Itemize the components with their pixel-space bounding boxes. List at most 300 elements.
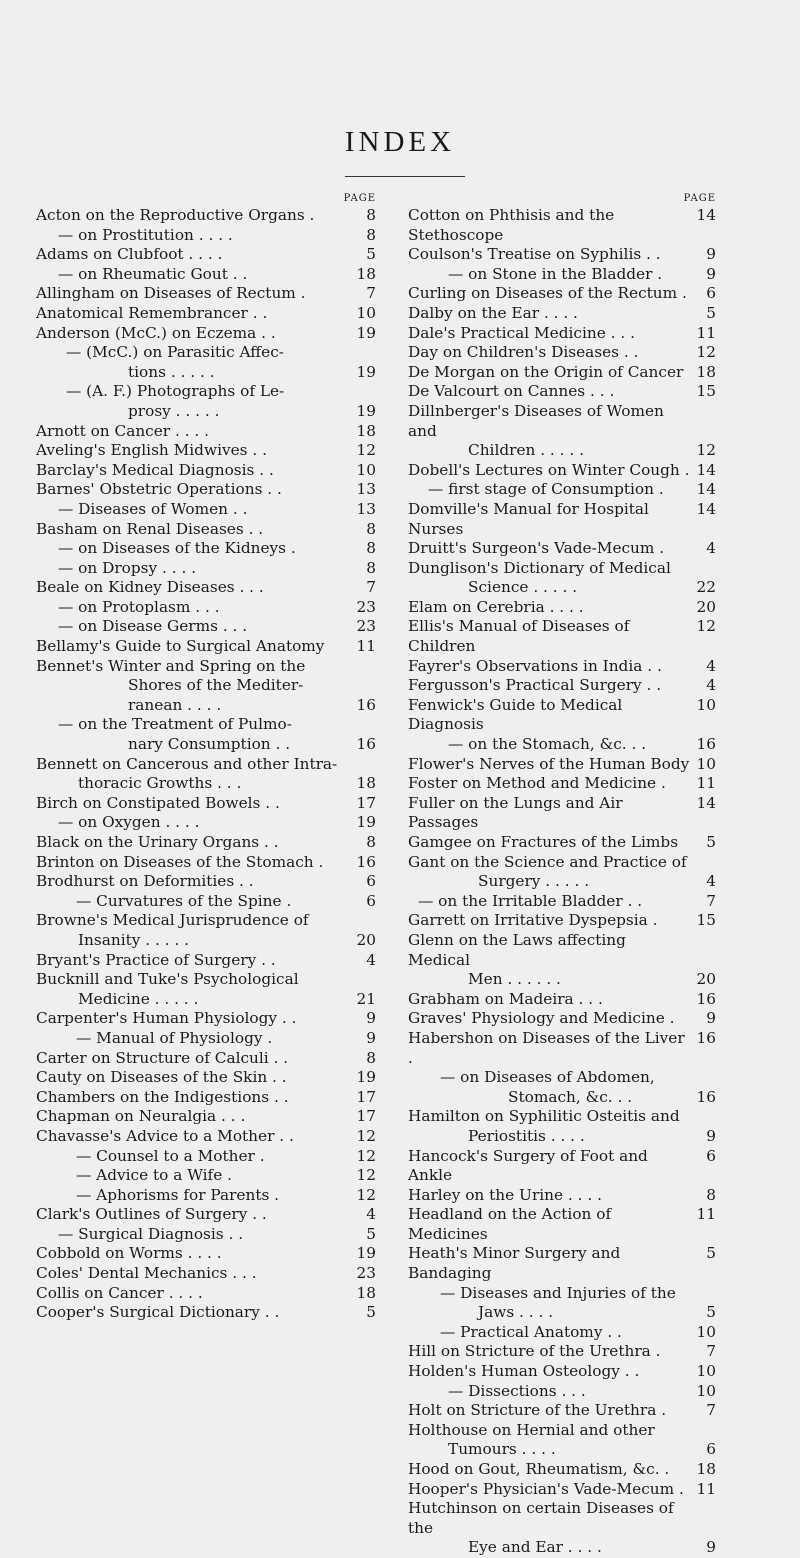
entry-title: Graves' Physiology and Medicine . — [408, 1009, 675, 1028]
index-entry — [408, 872, 716, 892]
entry-page-number: 12 — [696, 617, 716, 636]
index-column-right — [408, 192, 716, 1558]
entry-title: Browne's Medical Jurisprudence of — [36, 911, 309, 930]
entry-title: — on the Treatment of Pulmo- — [58, 715, 292, 734]
entry-title: — on Diseases of Abdomen, — [440, 1068, 655, 1087]
entry-page-number: 4 — [706, 539, 716, 558]
entry-page-number: 16 — [356, 735, 376, 754]
entry-title: Cobbold on Worms . . . . — [36, 1244, 222, 1263]
index-entry — [36, 676, 376, 696]
entry-title: Chapman on Neuralgia . . . — [36, 1107, 246, 1126]
entry-title: Clark's Outlines of Surgery . . — [36, 1205, 267, 1224]
entry-title: Garrett on Irritative Dyspepsia . — [408, 911, 658, 930]
entry-title: — on Protoplasm . . . — [58, 597, 220, 616]
entry-title: Science . . . . . — [468, 578, 578, 597]
index-entry — [408, 1107, 716, 1127]
index-entry — [408, 1499, 716, 1538]
entry-title: Harley on the Urine . . . . — [408, 1185, 602, 1204]
entry-title: De Valcourt on Cannes . . . — [408, 382, 615, 401]
entry-title: Hill on Stricture of the Urethra . — [408, 1342, 661, 1361]
entry-title: Day on Children's Diseases . . — [408, 343, 639, 362]
index-entry — [36, 1009, 376, 1029]
index-entry — [408, 461, 716, 481]
entry-title: Periostitis . . . . — [468, 1126, 585, 1145]
entry-title: Bryant's Practice of Surgery . . — [36, 950, 276, 969]
entry-page-number: 6 — [706, 284, 716, 303]
entry-title: Medicine . . . . . — [78, 989, 199, 1008]
entry-page-number: 17 — [356, 793, 376, 812]
entry-title: — on Dropsy . . . . — [58, 558, 197, 577]
entry-title: Jaws . . . . — [478, 1303, 554, 1322]
entry-page-number: 19 — [356, 813, 376, 832]
entry-page-number: 12 — [696, 343, 716, 362]
entry-title: Habershon on Diseases of the Liver . — [408, 1028, 685, 1067]
index-entry — [408, 1205, 716, 1244]
entry-page-number: 9 — [366, 1028, 376, 1047]
entry-title: Fayrer's Observations in India . . — [408, 656, 662, 675]
index-entry — [408, 617, 716, 656]
entry-title: Anderson (McC.) on Eczema . . — [36, 323, 276, 342]
index-entry — [408, 657, 716, 677]
entry-title: Coulson's Treatise on Syphilis . . — [408, 245, 661, 264]
index-entry — [36, 892, 376, 912]
entry-page-number: 12 — [356, 1166, 376, 1185]
entry-title: Arnott on Cancer . . . . — [36, 421, 210, 440]
entry-page-number: 7 — [366, 578, 376, 597]
index-entry — [36, 1107, 376, 1127]
index-entry — [36, 1264, 376, 1284]
entry-title: Beale on Kidney Diseases . . . — [36, 578, 264, 597]
entry-title: prosy . . . . . — [128, 401, 220, 420]
index-entry — [408, 1401, 716, 1421]
entry-page-number: 19 — [356, 362, 376, 381]
entry-page-number: 18 — [356, 774, 376, 793]
index-entry — [36, 441, 376, 461]
page-column-header: PAGE — [343, 193, 376, 204]
entry-title: Holt on Stricture of the Urethra . — [408, 1401, 667, 1420]
entry-title: Fenwick's Guide to Medical Diagnosis — [408, 695, 623, 734]
entry-page-number: 9 — [706, 1126, 716, 1145]
entry-page-number: 8 — [366, 539, 376, 558]
index-entry — [408, 892, 716, 912]
entry-title: Hutchinson on certain Diseases of the — [408, 1499, 674, 1537]
entry-title: Bucknill and Tuke's Psychological — [36, 970, 299, 989]
entry-title: — on Stone in the Bladder . — [448, 264, 663, 283]
entry-title: Eye and Ear . . . . — [468, 1538, 602, 1557]
entry-title: Anatomical Remembrancer . . — [36, 303, 268, 322]
index-entry — [36, 324, 376, 344]
entry-page-number: 16 — [696, 1028, 716, 1047]
entry-page-number: 18 — [696, 362, 716, 381]
index-entry — [36, 833, 376, 853]
index-entry — [36, 617, 376, 637]
entry-title: Birch on Constipated Bowels . . — [36, 793, 280, 812]
entry-page-number: 8 — [706, 1185, 716, 1204]
index-entry — [408, 539, 716, 559]
entry-page-number: 16 — [696, 735, 716, 754]
index-entry — [408, 402, 716, 441]
index-entry — [36, 1147, 376, 1167]
entry-title: Fuller on the Lungs and Air Passages — [408, 793, 623, 832]
index-entry — [36, 598, 376, 618]
entry-title: thoracic Growths . . . — [78, 774, 242, 793]
entry-page-number: 12 — [356, 1126, 376, 1145]
index-entry — [36, 1166, 376, 1186]
index-entry — [408, 559, 716, 579]
entry-page-number: 5 — [706, 833, 716, 851]
entry-title: — Diseases of Women . . — [58, 499, 248, 518]
index-entry — [36, 637, 376, 657]
index-entry — [408, 1127, 716, 1147]
index-entry — [408, 1147, 716, 1186]
entry-page-number: 8 — [366, 225, 376, 244]
index-entry — [36, 755, 376, 775]
entry-title: — (A. F.) Photographs of Le- — [66, 382, 285, 401]
index-entry — [36, 363, 376, 383]
index-entry — [36, 1049, 376, 1069]
index-entry — [408, 774, 716, 794]
entry-page-number: 14 — [696, 460, 716, 479]
index-entry — [408, 833, 716, 853]
index-entry — [36, 735, 376, 755]
entry-title: — (McC.) on Parasitic Affec- — [66, 343, 284, 362]
index-entry — [408, 1303, 716, 1323]
index-entry — [408, 304, 716, 324]
entry-page-number: 5 — [706, 1303, 716, 1322]
index-entry — [36, 578, 376, 598]
entry-page-number: 17 — [356, 1087, 376, 1106]
index-entry — [408, 480, 716, 500]
index-entry — [408, 676, 716, 696]
entry-title: — Diseases and Injuries of the — [440, 1283, 676, 1302]
entry-title: Stomach, &c. . . — [508, 1087, 633, 1106]
index-entry — [408, 1538, 716, 1558]
entry-page-number: 9 — [706, 264, 716, 283]
entry-page-number: 16 — [696, 989, 716, 1008]
entry-title: — Curvatures of the Spine . — [76, 891, 292, 910]
index-entry — [408, 382, 716, 402]
entry-page-number: 12 — [356, 1185, 376, 1204]
index-entry — [36, 911, 376, 931]
index-entry — [408, 1284, 716, 1304]
index-entry — [408, 343, 716, 363]
entry-title: — first stage of Consumption . — [428, 480, 664, 499]
index-entry — [36, 1127, 376, 1147]
entry-title: — Dissections . . . — [448, 1381, 586, 1400]
entry-title: Dale's Practical Medicine . . . — [408, 323, 635, 342]
page-column-header: PAGE — [683, 193, 716, 204]
entry-title: Hooper's Physician's Vade-Mecum . — [408, 1479, 684, 1498]
entry-page-number: 19 — [356, 1068, 376, 1087]
entry-title: Cotton on Phthisis and the Stethoscope — [408, 206, 615, 244]
entry-page-number: 9 — [706, 1009, 716, 1028]
entry-page-number: 6 — [706, 1440, 716, 1459]
entry-title: — on Oxygen . . . . — [58, 813, 200, 832]
entry-page-number: 16 — [356, 852, 376, 871]
index-entry — [36, 1284, 376, 1304]
entry-title: Shores of the Mediter- — [128, 676, 304, 695]
entry-title: — Counsel to a Mother . — [76, 1146, 265, 1165]
entry-title: Dillnberger's Diseases of Women and — [408, 401, 664, 440]
index-entry — [36, 245, 376, 265]
entry-page-number: 4 — [706, 656, 716, 675]
index-entry — [36, 402, 376, 422]
entry-page-number: 5 — [366, 1224, 376, 1243]
entry-page-number: 5 — [706, 303, 716, 322]
entry-page-number: 18 — [356, 1283, 376, 1302]
index-entry — [408, 1029, 716, 1068]
index-entry — [408, 598, 716, 618]
entry-page-number: 9 — [366, 1009, 376, 1028]
index-entry — [36, 1303, 376, 1323]
index-entry — [36, 794, 376, 814]
entry-title: — Manual of Physiology . — [76, 1028, 273, 1047]
entry-page-number: 18 — [696, 1460, 716, 1478]
index-entry — [408, 1009, 716, 1029]
index-entry — [408, 1421, 716, 1441]
entry-title: Bennett on Cancerous and other Intra- — [36, 754, 338, 773]
index-entry — [408, 1088, 716, 1108]
entry-title: — Advice to a Wife . — [76, 1166, 233, 1185]
index-entry — [36, 715, 376, 735]
entry-title: Foster on Method and Medicine . — [408, 774, 666, 793]
entry-title: — Practical Anatomy . . — [440, 1322, 622, 1341]
entry-page-number: 14 — [696, 480, 716, 499]
index-entry — [36, 696, 376, 716]
entry-title: Hancock's Surgery of Foot and Ankle — [408, 1146, 648, 1185]
index-entry — [36, 931, 376, 951]
entry-title: Holden's Human Osteology . . — [408, 1362, 640, 1381]
entry-title: Grabham on Madeira . . . — [408, 989, 603, 1008]
index-entry — [36, 1205, 376, 1225]
index-entry — [408, 500, 716, 539]
index-entry — [408, 1362, 716, 1382]
entry-page-number: 23 — [356, 597, 376, 616]
entry-title: De Morgan on the Origin of Cancer — [408, 362, 684, 381]
entry-title: Dunglison's Dictionary of Medical — [408, 558, 671, 577]
entry-title: Druitt's Surgeon's Vade-Mecum . — [408, 539, 665, 558]
entry-page-number: 4 — [706, 872, 716, 891]
index-entry — [36, 265, 376, 285]
entry-title: Dalby on the Ear . . . . — [408, 303, 578, 322]
index-entry — [36, 774, 376, 794]
entry-page-number: 14 — [696, 499, 716, 518]
entry-title: — on Diseases of the Kidneys . — [58, 539, 296, 558]
entry-page-number: 12 — [356, 441, 376, 460]
entry-title: Men . . . . . . — [468, 970, 561, 989]
entry-page-number: 21 — [356, 989, 376, 1008]
index-entry — [36, 853, 376, 873]
entry-page-number: 6 — [366, 872, 376, 891]
entry-title: Cauty on Diseases of the Skin . . — [36, 1068, 287, 1087]
entry-title: Brinton on Diseases of the Stomach . — [36, 852, 324, 871]
entry-list-left — [36, 206, 376, 1323]
entry-page-number: 13 — [356, 499, 376, 518]
index-entry — [36, 813, 376, 833]
entry-page-number: 8 — [366, 1048, 376, 1067]
index-entry — [408, 755, 716, 775]
entry-page-number: 6 — [706, 1146, 716, 1165]
entry-title: — on Prostitution . . . . — [58, 225, 233, 244]
entry-page-number: 20 — [696, 970, 716, 989]
entry-title: nary Consumption . . — [128, 735, 291, 754]
entry-title: Bennet's Winter and Spring on the — [36, 656, 306, 675]
index-entry — [408, 1068, 716, 1088]
index-entry — [36, 1088, 376, 1108]
index-entry — [36, 1225, 376, 1245]
index-entry — [36, 539, 376, 559]
index-entry — [408, 578, 716, 598]
entry-page-number: 7 — [706, 891, 716, 910]
entry-title: Chambers on the Indigestions . . — [36, 1087, 289, 1106]
entry-page-number: 11 — [696, 323, 716, 342]
index-column-left — [36, 192, 376, 1323]
entry-page-number: 12 — [356, 1146, 376, 1165]
entry-title: Barclay's Medical Diagnosis . . — [36, 460, 274, 479]
entry-title: Chavasse's Advice to a Mother . . — [36, 1126, 294, 1145]
entry-page-number: 7 — [706, 1401, 716, 1420]
entry-title: Aveling's English Midwives . . — [36, 441, 267, 460]
entry-page-number: 13 — [356, 480, 376, 499]
entry-title: Bellamy's Guide to Surgical Anatomy — [36, 637, 325, 656]
entry-title: Headland on the Action of Medicines — [408, 1205, 612, 1243]
index-entry — [408, 794, 716, 833]
index-entry — [36, 500, 376, 520]
entry-page-number: 11 — [356, 637, 376, 656]
entry-page-number: 4 — [366, 950, 376, 969]
index-entry — [408, 911, 716, 931]
entry-title: Holthouse on Hernial and other — [408, 1420, 655, 1439]
entry-title: Curling on Diseases of the Rectum . — [408, 284, 687, 303]
entry-title: Domville's Manual for Hospital Nurses — [408, 499, 649, 538]
entry-page-number: 8 — [366, 206, 376, 224]
entry-page-number: 17 — [356, 1107, 376, 1126]
entry-page-number: 9 — [706, 245, 716, 264]
index-entry — [408, 1460, 716, 1480]
entry-title: Ellis's Manual of Diseases of Children — [408, 617, 630, 656]
entry-title: Allingham on Diseases of Rectum . — [36, 284, 306, 303]
entry-title: — Aphorisms for Parents . — [76, 1185, 280, 1204]
index-entry — [408, 324, 716, 344]
entry-page-number: 20 — [696, 597, 716, 616]
entry-title: — on Rheumatic Gout . . — [58, 264, 248, 283]
entry-title: Elam on Cerebria . . . . — [408, 597, 584, 616]
index-entry — [408, 265, 716, 285]
entry-title: ranean . . . . — [128, 695, 222, 714]
entry-page-number: 16 — [696, 1087, 716, 1106]
entry-page-number: 5 — [706, 1244, 716, 1263]
entry-page-number: 10 — [696, 1362, 716, 1381]
entry-page-number: 19 — [356, 323, 376, 342]
entry-title: Fergusson's Practical Surgery . . — [408, 676, 662, 695]
entry-page-number: 10 — [696, 1322, 716, 1341]
index-entry — [408, 970, 716, 990]
entry-page-number: 8 — [366, 558, 376, 577]
index-entry — [36, 520, 376, 540]
entry-page-number: 14 — [696, 793, 716, 812]
entry-page-number: 10 — [696, 695, 716, 714]
entry-title: Brodhurst on Deformities . . — [36, 872, 254, 891]
entry-page-number: 11 — [696, 1479, 716, 1498]
entry-page-number: 5 — [366, 1303, 376, 1322]
entry-title: Surgery . . . . . — [478, 872, 590, 891]
index-entry — [36, 480, 376, 500]
index-entry — [36, 657, 376, 677]
entry-title: Cooper's Surgical Dictionary . . — [36, 1303, 280, 1322]
index-entry — [36, 970, 376, 990]
entry-page-number: 22 — [696, 578, 716, 597]
entry-page-number: 7 — [366, 284, 376, 303]
index-entry — [408, 1323, 716, 1343]
index-entry — [408, 931, 716, 970]
index-entry — [408, 1186, 716, 1206]
index-entry — [408, 206, 716, 245]
entry-page-number: 7 — [706, 1342, 716, 1361]
entry-page-number: 23 — [356, 1264, 376, 1283]
entry-title: Children . . . . . — [468, 441, 584, 460]
entry-page-number: 4 — [366, 1205, 376, 1224]
entry-title: Acton on the Reproductive Organs . — [36, 206, 315, 224]
entry-title: — Surgical Diagnosis . . — [58, 1224, 244, 1243]
entry-title: Collis on Cancer . . . . — [36, 1283, 203, 1302]
index-entry — [408, 363, 716, 383]
index-entry — [408, 1480, 716, 1500]
index-entry — [408, 284, 716, 304]
entry-page-number: 10 — [356, 460, 376, 479]
index-entry — [36, 1068, 376, 1088]
index-entry — [408, 1440, 716, 1460]
entry-page-number: 15 — [696, 382, 716, 401]
index-entry — [408, 1382, 716, 1402]
index-entry — [408, 853, 716, 873]
entry-title: Heath's Minor Surgery and Bandaging — [408, 1244, 621, 1283]
entry-title: Insanity . . . . . — [78, 930, 190, 949]
entry-page-number: 12 — [696, 441, 716, 460]
title-rule — [345, 176, 465, 177]
entry-title: Barnes' Obstetric Operations . . — [36, 480, 282, 499]
entry-title: Basham on Renal Diseases . . — [36, 519, 264, 538]
entry-page-number: 10 — [356, 303, 376, 322]
index-entry — [36, 1029, 376, 1049]
index-entry — [408, 1342, 716, 1362]
entry-title: — on Disease Germs . . . — [58, 617, 248, 636]
index-entry — [36, 1244, 376, 1264]
index-entry — [408, 696, 716, 735]
entry-page-number: 18 — [356, 264, 376, 283]
entry-title: Hamilton on Syphilitic Osteitis and — [408, 1107, 680, 1126]
entry-page-number: 18 — [356, 421, 376, 440]
index-entry — [408, 1244, 716, 1283]
entry-title: Tumours . . . . — [448, 1440, 556, 1459]
index-entry — [36, 304, 376, 324]
index-entry — [408, 990, 716, 1010]
entry-page-number: 10 — [696, 754, 716, 773]
entry-page-number: 10 — [696, 1381, 716, 1400]
page-title: INDEX — [344, 126, 456, 158]
index-entry — [36, 1186, 376, 1206]
entry-page-number: 5 — [366, 245, 376, 264]
index-entry — [36, 206, 376, 226]
entry-title: Gant on the Science and Practice of — [408, 852, 687, 871]
index-entry — [36, 461, 376, 481]
entry-page-number: 23 — [356, 617, 376, 636]
entry-title: Black on the Urinary Organs . . — [36, 833, 279, 851]
index-entry — [36, 343, 376, 363]
entry-title: Gamgee on Fractures of the Limbs — [408, 833, 679, 851]
entry-title: Hood on Gout, Rheumatism, &c. . — [408, 1460, 670, 1478]
index-entry — [408, 735, 716, 755]
entry-page-number: 19 — [356, 401, 376, 420]
